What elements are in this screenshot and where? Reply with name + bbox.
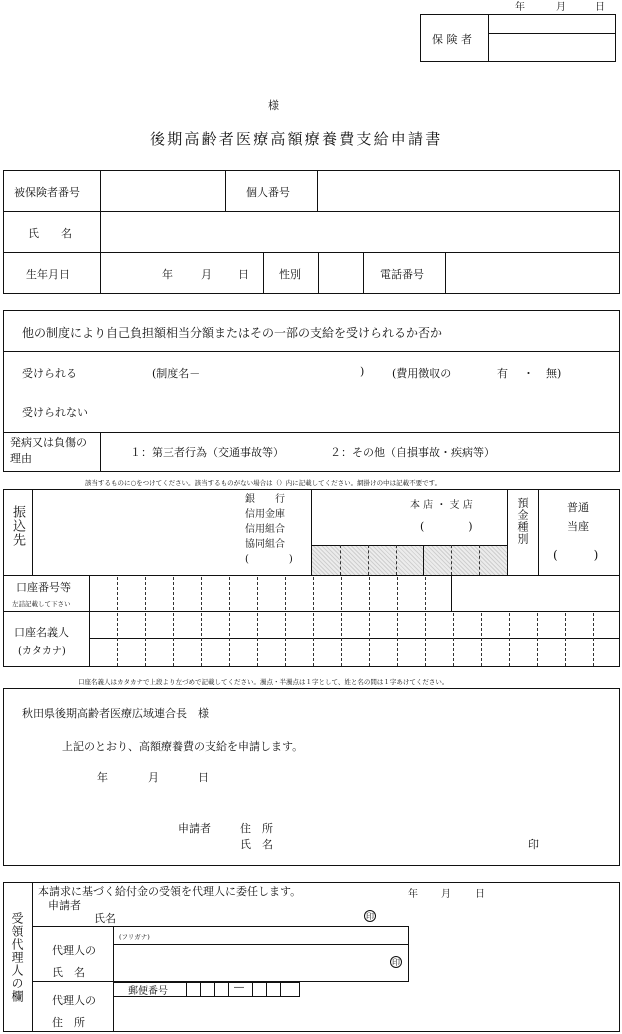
date-year: 年 [515, 2, 525, 13]
fee-yes-option[interactable]: 有 [497, 367, 508, 380]
proxy-name-field[interactable] [115, 946, 385, 980]
proxy-furigana-field[interactable] [160, 928, 405, 942]
deposit-paren[interactable]: ( ) [553, 548, 599, 562]
personal-number-label: 個人番号 [246, 186, 290, 199]
birth-year: 年 [162, 268, 173, 281]
application-statement: 上記のとおり、高額療養費の支給を申請します。 [62, 740, 304, 753]
proxy-year: 年 [408, 889, 418, 900]
birth-day: 日 [238, 268, 249, 281]
insurer-field[interactable] [489, 34, 614, 60]
applicant-seal: 印 [528, 838, 539, 851]
account-number-label: 口座番号等 [16, 581, 71, 594]
fee-separator: ・ [523, 367, 534, 380]
bank-code-hatched [312, 545, 507, 575]
phone-field[interactable] [447, 254, 618, 292]
proxy-month: 月 [441, 889, 451, 900]
other-system-question: 他の制度により自己負担額相当分額またはその一部の支給を受けられるか否か [22, 326, 443, 340]
sama-label: 様 [268, 99, 279, 112]
name-field[interactable] [102, 213, 618, 250]
fee-collection-label: (費用徴収の [392, 367, 452, 380]
phone-label: 電話番号 [380, 268, 424, 281]
branch-name-field[interactable] [313, 491, 505, 543]
proxy-address-field[interactable] [115, 999, 615, 1029]
birth-field[interactable] [102, 254, 261, 292]
deposit-type-label: 預金種別 [516, 497, 529, 545]
application-year: 年 [97, 771, 108, 784]
insured-number-label: 被保険者番号 [14, 186, 80, 199]
application-day: 日 [198, 771, 209, 784]
insured-number-field[interactable] [102, 172, 223, 209]
bank-type-kyodo[interactable]: 協同組合 [245, 539, 285, 550]
applicant-address-label: 住 所 [240, 822, 273, 835]
applicant-name-field[interactable] [290, 834, 520, 852]
delegation-statement: 本請求に基づく給付金の受領を代理人に委任します。 [38, 885, 302, 898]
applicant-name-label: 氏 名 [240, 838, 273, 851]
deposit-ordinary[interactable]: 普通 [567, 501, 589, 514]
holder-label: 口座名義人 [14, 626, 69, 639]
applicant-address-field[interactable] [290, 816, 610, 834]
proxy-applicant-name-field[interactable] [125, 906, 360, 924]
application-month: 月 [148, 771, 159, 784]
note-circle: 該当するものに○をつけてください。該当するものがない場合は（）内に記載してください。網掛けの中は記載不要です。 [85, 479, 442, 487]
bank-type-other-paren[interactable]: ( ) [245, 554, 293, 565]
applicant-label: 申請者 [178, 822, 211, 835]
insurer-label: 保 険 者 [432, 33, 472, 46]
cause-option-third-party[interactable]: １：第三者行為（交通事故等） [130, 446, 284, 459]
proxy-address-label: 代理人の 住 所 [52, 994, 96, 1029]
furikomi-label: 振込先 [10, 505, 25, 547]
system-name-field[interactable] [210, 362, 355, 380]
bank-type-shinkin[interactable]: 信用金庫 [245, 509, 285, 520]
birth-label: 生年月日 [26, 268, 70, 281]
gender-label: 性別 [279, 268, 301, 281]
proxy-name-label: 代理人の 氏 名 [52, 944, 96, 979]
gender-field[interactable] [320, 254, 361, 292]
holder-sub-label: (カタカナ) [18, 646, 66, 657]
proxy-applicant-label: 申請者 [48, 899, 81, 912]
addressee: 秋田県後期高齢者医療広域連合長 様 [22, 707, 209, 720]
seal-icon: 印 [366, 912, 374, 921]
cause-option-other[interactable]: ２：その他（自損事故・疾病等） [330, 446, 495, 459]
date-day: 日 [595, 2, 605, 13]
furigana-label: (フリガナ) [119, 933, 150, 941]
personal-number-field[interactable] [319, 172, 618, 209]
system-name-label: (制度名－ [152, 367, 201, 380]
page-title: 後期高齢者医療高額療養費支給申請書 [150, 130, 443, 148]
deposit-current[interactable]: 当座 [567, 520, 589, 533]
proxy-seal-icon: 印 [392, 958, 400, 967]
proxy-applicant-name-label: 氏名 [94, 912, 116, 925]
bank-type-options [245, 492, 293, 567]
account-number-note: 左詰記載して下さい [12, 600, 71, 608]
bank-type-shinkumi[interactable]: 信用組合 [245, 524, 285, 535]
can-receive-option[interactable]: 受けられる [22, 367, 77, 380]
system-name-close: ) [360, 365, 365, 378]
proxy-side-label: 受領代理人の欄 [10, 912, 24, 1003]
date-month: 月 [556, 2, 566, 13]
branch-label: 本 店 ・ 支 店 [410, 500, 473, 511]
branch-paren[interactable]: ( ) [420, 520, 473, 533]
postal-label: 郵便番号 [128, 986, 168, 997]
postal-dash: ― [234, 982, 244, 993]
name-label: 氏 名 [28, 227, 72, 240]
birth-month: 月 [201, 268, 212, 281]
note-katakana: 口座名義人はカタカナで上段より左づめで記載してください。濁点・半濁点は１字として、姓と名の間は１字あけてください。 [78, 678, 449, 686]
fee-no-option[interactable]: 無) [546, 367, 562, 380]
proxy-day: 日 [475, 889, 485, 900]
bank-type-bank[interactable]: 銀 行 [245, 494, 285, 505]
cause-label: 発病又は負傷の理由 [10, 436, 87, 465]
cannot-receive-option[interactable]: 受けられない [22, 406, 88, 419]
holder-name-field[interactable] [91, 613, 618, 665]
